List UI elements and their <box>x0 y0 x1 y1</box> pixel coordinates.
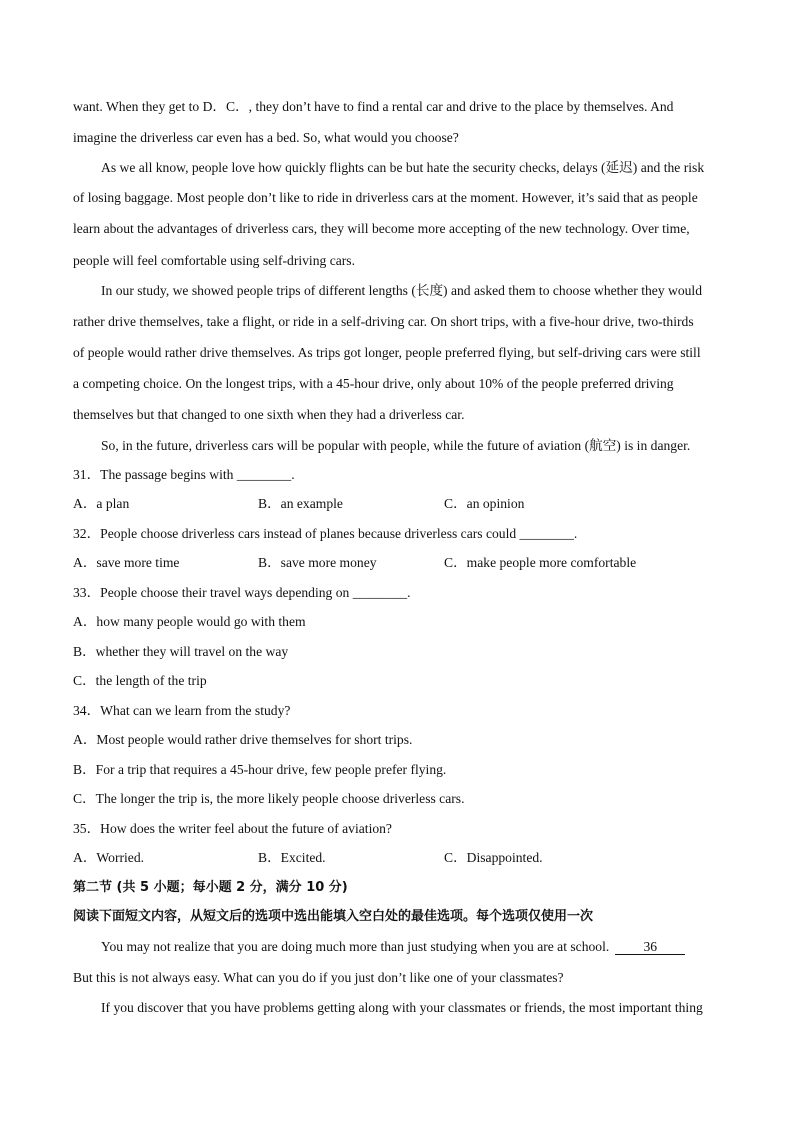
passage-line: rather drive themselves, take a flight, or ride in a self-driving car. On short trips, with a five-hour drive, two-thirds <box>73 314 694 329</box>
question-34-option-c: C．The longer the trip is, the more likely people choose driverless cars. <box>73 791 465 806</box>
question-33-option-b: B．whether they will travel on the way <box>73 644 289 659</box>
question-33-option-c: C．the length of the trip <box>73 673 207 688</box>
blank-36: 36 <box>615 939 685 955</box>
passage-line: themselves but that changed to one sixth when they had a driverless car. <box>73 407 465 422</box>
passage-line: As we all know, people love how quickly flights can be but hate the security checks, delays (延迟) and the risk <box>101 160 705 175</box>
question-35-option-a: A．Worried. <box>73 850 145 865</box>
question-31-stem: 31．The passage begins with ________. <box>73 467 295 482</box>
question-35-stem: 35．How does the writer feel about the future of aviation? <box>73 821 392 836</box>
question-35-option-b: B．Excited. <box>258 850 326 865</box>
question-32-option-b: B．save more money <box>258 555 377 570</box>
passage-line: people will feel comfortable using self-driving cars. <box>73 253 355 268</box>
passage-line: learn about the advantages of driverless cars, they will become more accepting of the new technology. Over time, <box>73 221 690 236</box>
passage-line: of losing baggage. Most people don’t like to ride in driverless cars at the moment. However, it’s said that as people <box>73 190 698 205</box>
question-34-option-a: A．Most people would rather drive themselves for short trips. <box>73 732 413 747</box>
question-33-stem: 33．People choose their travel ways depending on ________. <box>73 585 411 600</box>
passage-line: In our study, we showed people trips of different lengths (长度) and asked them to choose whether they would <box>101 283 703 298</box>
passage-2-line <box>101 938 761 956</box>
passage-line: So, in the future, driverless cars will be popular with people, while the future of aviation (航空) is in danger. <box>101 438 691 453</box>
passage-2-line: If you discover that you have problems getting along with your classmates or friends, the most important thing <box>101 1000 703 1015</box>
question-33-option-a: A．how many people would go with them <box>73 614 306 629</box>
question-31-option-c: C．an opinion <box>444 496 525 511</box>
passage-line: want. When they get to D．C．, they don’t have to find a rental car and drive to the place by themselves. And <box>73 99 674 114</box>
passage-line: of people would rather drive themselves. As trips got longer, people preferred flying, but self-driving cars were still <box>73 345 701 360</box>
question-31-option-b: B．an example <box>258 496 343 511</box>
question-34-stem: 34．What can we learn from the study? <box>73 703 291 718</box>
passage-line: imagine the driverless car even has a bed. So, what would you choose? <box>73 130 459 145</box>
passage-line: a competing choice. On the longest trips, with a 45-hour drive, only about 10% of the people preferred driving <box>73 376 674 391</box>
passage-2-line: But this is not always easy. What can you do if you just don’t like one of your classmates? <box>73 970 564 985</box>
question-32-stem: 32．People choose driverless cars instead of planes because driverless cars could ________. <box>73 526 578 541</box>
question-32-option-c: C．make people more comfortable <box>444 555 637 570</box>
question-34-option-b: B．For a trip that requires a 45-hour drive, few people prefer flying. <box>73 762 447 777</box>
question-32-option-a: A．save more time <box>73 555 180 570</box>
question-31-option-a: A．a plan <box>73 496 130 511</box>
section-heading: 第二节 (共 5 小题；每小题 2 分，满分 10 分) <box>73 880 348 895</box>
section-instruction: 阅读下面短文内容，从短文后的选项中选出能填入空白处的最佳选项。每个选项仅使用一次 <box>73 909 594 924</box>
question-35-option-c: C．Disappointed. <box>444 850 543 865</box>
passage-2-line-text: You may not realize that you are doing much more than just studying when you are at school. <box>101 939 610 954</box>
